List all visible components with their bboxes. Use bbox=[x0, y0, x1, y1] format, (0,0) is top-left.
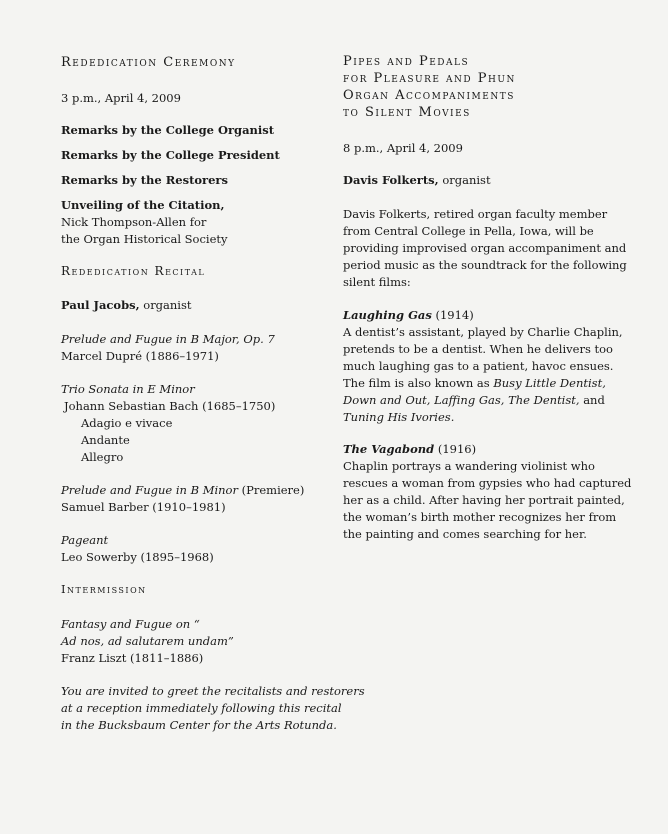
performer-line bbox=[61, 297, 192, 314]
film-year: (1916) bbox=[434, 442, 477, 456]
film-description bbox=[343, 458, 631, 543]
performer-role: organist bbox=[438, 173, 491, 187]
remark-item: Remarks by the Restorers bbox=[61, 173, 228, 187]
intermission-heading: Intermission bbox=[61, 582, 147, 596]
intro-paragraph bbox=[343, 206, 627, 291]
unveiling-line: the Organ Historical Society bbox=[61, 232, 228, 246]
film-title-line bbox=[343, 307, 474, 324]
film-aka-title: Tuning His Ivories. bbox=[343, 410, 455, 424]
piece-composer: Leo Sowerby (1895–1968) bbox=[61, 550, 214, 564]
ceremony-date: 3 p.m., April 4, 2009 bbox=[61, 91, 181, 105]
movies-heading-line: for Pleasure and Phun bbox=[343, 71, 516, 86]
movement: Andante bbox=[81, 433, 130, 447]
piece-title: Trio Sonata in E Minor bbox=[61, 382, 195, 396]
performer-line bbox=[343, 172, 491, 189]
movies-heading-line: Organ Accompaniments bbox=[343, 88, 515, 103]
recital-heading: Rededication Recital bbox=[61, 264, 206, 278]
invitation-line: at a reception immediately following this recital bbox=[61, 701, 342, 715]
ceremony-heading: Rededication Ceremony bbox=[61, 55, 236, 70]
unveiling-title: Unveiling of the Citation, bbox=[61, 198, 225, 212]
film-line: Chaplin portrays a wandering violinist who bbox=[343, 459, 595, 473]
film-aka-title: Busy Little Dentist, bbox=[493, 376, 606, 390]
film-line: A dentist’s assistant, played by Charlie Chaplin, bbox=[343, 325, 623, 339]
piece-title-line bbox=[61, 482, 304, 499]
piece-composer: Samuel Barber (1910–1981) bbox=[61, 500, 226, 514]
film-line: her as a child. After having her portrait painted, bbox=[343, 493, 625, 507]
movies-heading-line: Pipes and Pedals bbox=[343, 54, 470, 69]
film-aka-text: The film is also known as bbox=[343, 376, 494, 390]
movies-date: 8 p.m., April 4, 2009 bbox=[343, 141, 463, 155]
performer-name: Paul Jacobs, bbox=[61, 298, 140, 312]
performer-role: organist bbox=[139, 298, 192, 312]
invitation-line: You are invited to greet the recitalists and restorers bbox=[61, 684, 365, 698]
intro-line: from Central College in Pella, Iowa, will be bbox=[343, 224, 594, 238]
film-title-line bbox=[343, 441, 476, 458]
film-title: Laughing Gas bbox=[343, 308, 432, 322]
piece-title: Prelude and Fugue in B Minor bbox=[61, 483, 238, 497]
film-description bbox=[343, 324, 623, 426]
piece-title: Ad nos, ad salutarem undam” bbox=[61, 634, 234, 648]
remark-item: Remarks by the College President bbox=[61, 148, 280, 162]
piece-title: Pageant bbox=[61, 533, 109, 547]
film-title: The Vagabond bbox=[343, 442, 435, 456]
piece-title: Prelude and Fugue in B Major, Op. 7 bbox=[61, 332, 275, 346]
invitation-line: in the Bucksbaum Center for the Arts Rotunda. bbox=[61, 718, 337, 732]
film-line: pretends to be a dentist. When he delivers too bbox=[343, 342, 613, 356]
film-line: rescues a woman from gypsies who had captured bbox=[343, 476, 632, 490]
piece-composer: Marcel Dupré (1886–1971) bbox=[61, 349, 219, 363]
intro-line: Davis Folkerts, retired organ faculty member bbox=[343, 207, 608, 221]
intro-line: period music as the soundtrack for the following bbox=[343, 258, 627, 272]
piece-composer: Franz Liszt (1811–1886) bbox=[61, 651, 204, 665]
film-line: the woman’s birth mother recognizes her from bbox=[343, 510, 617, 524]
film-year: (1914) bbox=[431, 308, 474, 322]
piece-title: Fantasy and Fugue on “ bbox=[61, 617, 200, 631]
movies-heading-line: to Silent Movies bbox=[343, 105, 471, 120]
film-aka-text: and bbox=[579, 393, 605, 407]
piece-composer: Johann Sebastian Bach (1685–1750) bbox=[64, 399, 276, 413]
intro-line: providing improvised organ accompaniment and bbox=[343, 241, 627, 255]
movement: Allegro bbox=[81, 450, 124, 464]
remark-item: Remarks by the College Organist bbox=[61, 123, 275, 137]
piece-note: (Premiere) bbox=[237, 483, 305, 497]
film-line bbox=[343, 392, 623, 409]
performer-name: Davis Folkerts, bbox=[343, 173, 439, 187]
film-line: the painting and comes searching for her. bbox=[343, 527, 587, 541]
film-aka-title: Down and Out, Laffing Gas, The Dentist, bbox=[343, 393, 580, 407]
film-line: much laughing gas to a patient, havoc ensues. bbox=[343, 359, 614, 373]
movement: Adagio e vivace bbox=[81, 416, 173, 430]
film-line bbox=[343, 375, 623, 392]
intro-line: silent films: bbox=[343, 275, 411, 289]
unveiling-line: Nick Thompson-Allen for bbox=[61, 215, 207, 229]
